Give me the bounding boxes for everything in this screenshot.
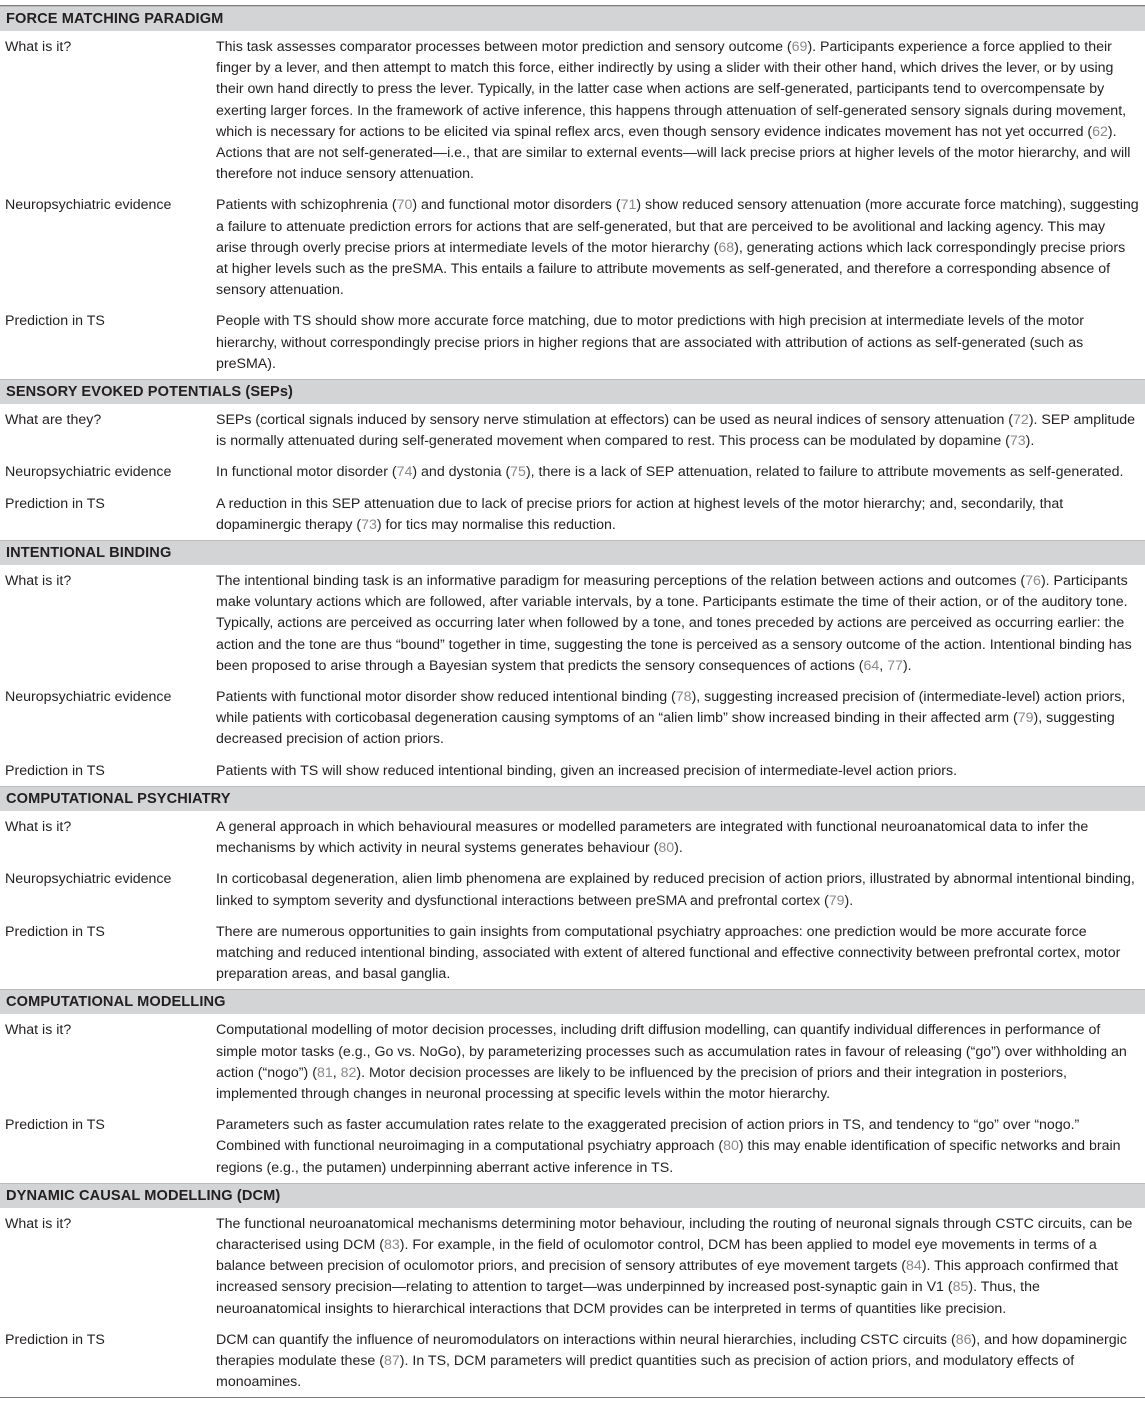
row-description (216, 1330, 1145, 1394)
text-fragment: The intentional binding task is an informative paradigm for measuring perceptions of the relation between actions and outcomes ( (216, 573, 1026, 590)
text-fragment: ), suggesting decreased precision of action priors. (216, 710, 1115, 748)
text-fragment: ) and dystonia ( (412, 464, 511, 481)
row-description (216, 195, 1145, 301)
reference-link[interactable]: 68 (718, 239, 735, 256)
row-label: Neuropsychiatric evidence (5, 197, 172, 214)
text-fragment: ). In TS, DCM parameters will predict quantities such as precision of action priors, and modulatory effects of monoamines. (216, 1352, 1075, 1391)
reference-link[interactable]: 85 (952, 1279, 969, 1296)
reference-link[interactable]: 79 (828, 892, 845, 909)
reference-link[interactable]: 75 (510, 464, 526, 481)
row-description (216, 1020, 1145, 1105)
row-label: Prediction in TS (5, 762, 105, 779)
text-fragment: This task assesses comparator processes between motor prediction and sensory outcome ( (216, 39, 792, 55)
row-description (216, 410, 1145, 452)
text-fragment: ), generating actions which lack correspondingly precise priors at higher levels such as the preSMA. This entails a failure to attribute movements as self-generated, and therefore a corresponding absence of sensory attenuation. (216, 239, 1126, 299)
section-header: COMPUTATIONAL PSYCHIATRY (0, 786, 1145, 811)
text-fragment: Patients with TS will show reduced intentional binding, given an increased precision of intermediate-level action priors. (216, 762, 958, 779)
reference-link[interactable]: 77 (887, 657, 903, 674)
row-label: Neuropsychiatric evidence (5, 871, 172, 888)
row-label: Prediction in TS (5, 313, 105, 330)
text-fragment: A general approach in which behavioural measures or modelled parameters are integrated with functional neuroanatomical data to infer the mechanisms by which activity in neural systems generates behaviour ( (216, 818, 1089, 857)
row-label: Neuropsychiatric evidence (5, 464, 172, 481)
reference-link[interactable]: 79 (1017, 710, 1034, 727)
row-label: Prediction in TS (5, 495, 105, 512)
reference-link[interactable]: 73 (361, 516, 377, 533)
text-fragment: DCM can quantify the influence of neuromodulators on interactions within neural hierarchies, including CSTC circuits ( (216, 1331, 956, 1348)
reference-link[interactable]: 69 (791, 39, 808, 55)
table-row (0, 1208, 1145, 1324)
text-fragment: In corticobasal degeneration, alien limb phenomena are explained by reduced precision of action priors, illustrated by abnormal intentional binding, linked to symptom severity and dysfunctional interactions between preSMA and prefrontal cortex ( (216, 871, 1135, 909)
table-row (0, 1014, 1145, 1109)
text-fragment: ), and how dopaminergic therapies modulate these ( (216, 1331, 1127, 1369)
text-fragment: ). Thus, the neuroanatomical insights to hierarchical interactions that DCM provides can be interpreted in terms of quantities like precision. (216, 1279, 1040, 1317)
text-fragment: SEPs (cortical signals induced by sensory nerve stimulation at effectors) can be used as neural indices of sensory attenuation ( (216, 412, 1014, 429)
table-row (0, 565, 1145, 681)
row-label: Prediction in TS (5, 1331, 105, 1348)
section-header: COMPUTATIONAL MODELLING (0, 989, 1145, 1014)
table-row (0, 1109, 1145, 1183)
row-label: Prediction in TS (5, 923, 105, 940)
table-row (0, 755, 1145, 786)
row-label: What is it? (5, 573, 72, 590)
table-row (0, 1324, 1145, 1398)
text-fragment: ), there is a lack of SEP attenuation, related to failure to attribute movements as self-generated. (525, 464, 1124, 481)
text-fragment: Patients with schizophrenia ( (216, 197, 397, 214)
bottom-rule (0, 1397, 1145, 1398)
row-description (216, 462, 1145, 483)
row-label: What is it? (5, 1022, 72, 1039)
table-row (0, 916, 1145, 990)
evidence-table (0, 6, 1145, 1397)
reference-link[interactable]: 76 (1025, 573, 1041, 590)
table-row (0, 404, 1145, 456)
text-fragment: ) for tics may normalise this reduction. (376, 516, 616, 533)
section-header: FORCE MATCHING PARADIGM (0, 6, 1145, 31)
reference-link[interactable]: 70 (396, 197, 413, 214)
row-description (216, 869, 1145, 911)
row-description (216, 37, 1145, 185)
text-fragment: ). (674, 840, 683, 857)
row-description (216, 817, 1145, 859)
row-description (216, 687, 1145, 751)
reference-link[interactable]: 84 (906, 1258, 922, 1275)
row-description (216, 1214, 1145, 1320)
row-label: Neuropsychiatric evidence (5, 689, 172, 706)
row-label: What is it? (5, 1215, 72, 1232)
text-fragment: ). (902, 657, 912, 674)
row-label: What are they? (5, 412, 102, 429)
text-fragment: People with TS should show more accurate force matching, due to motor predictions with high precision at intermediate levels of the motor hierarchy, without correspondingly precise priors in higher regions that are associated with attribution of actions as self-generated (such as preSMA). (216, 313, 1084, 372)
text-fragment: ) this may enable identification of specific networks and brain regions (e.g., the putamen) underpinning aberrant active inference in TS. (216, 1138, 1121, 1176)
text-fragment: Parameters such as faster accumulation rates relate to the exaggerated precision of action priors in TS, and tendency to “go” over “nogo.” Combined with functional neuroimaging in a computational psychiatry approach ( (216, 1117, 1080, 1155)
row-description (216, 1115, 1145, 1179)
text-fragment: ). Participants experience a force applied to their finger by a lever, and then attempt to match this force, either indirectly by using a slider with their other hand, which drives the lever, or by using their own hand directly to press the lever. Typically, in the latter case when actions are self-generated, participants tend to overcompensate by exerting larger forces. In the framework of active inference, this happens through attenuation of self-generated sensory signals during movement, which is necessary for actions to be elicited via spinal reflex arcs, even though sensory evidence indicates movement has not yet occurred ( (216, 39, 1127, 140)
table-row (0, 189, 1145, 305)
section-header: DYNAMIC CAUSAL MODELLING (DCM) (0, 1183, 1145, 1208)
reference-link[interactable]: 73 (1009, 433, 1026, 450)
row-label: What is it? (5, 818, 72, 835)
text-fragment: ). SEP amplitude is normally attenuated during self-generated movement when compared to rest. This process can be modulated by dopamine ( (216, 412, 1136, 450)
reference-link[interactable]: 62 (1092, 123, 1108, 140)
row-label: What is it? (5, 39, 72, 55)
row-description (216, 761, 1145, 782)
text-fragment: ). Participants make voluntary actions which are followed, after variable intervals, by a tone. Participants estimate the time of their action, or of the auditory tone. Typically, actions are perceived as occurring later when followed by a tone, and tones preceded by actions are perceived as occurring earlier: the action and the tone are thus “bound” together in time, suggesting the tone is perceived as a sensory outcome of the action. Intentional binding has been proposed to arise through a Bayesian system that predicts the sensory consequences of actions ( (216, 573, 1132, 674)
text-fragment: ). (1025, 433, 1035, 450)
text-fragment: ). This approach confirmed that increased sensory precision—relating to attention to target—was underpinned by increased post-synaptic gain in V1 ( (216, 1258, 1118, 1296)
reference-link[interactable]: 80 (723, 1138, 739, 1155)
text-fragment: ). (844, 892, 854, 909)
table-row (0, 488, 1145, 540)
reference-link[interactable]: 74 (396, 464, 413, 481)
text-fragment: Computational modelling of motor decision processes, including drift diffusion modelling, can quantify individual differences in performance of simple motor tasks (e.g., Go vs. NoGo), by parameterizing processes such as accumulation rates in favour of releasing (“go”) over withholding an action (“nogo”) ( (216, 1022, 1127, 1081)
text-fragment: The functional neuroanatomical mechanisms determining motor behaviour, including the routing of neuronal signals through CSTC circuits, can be characterised using DCM ( (216, 1215, 1133, 1253)
text-fragment: ), suggesting increased precision of (intermediate-level) action priors, while patients with corticobasal degeneration causing symptoms of an “alien limb” show increased binding in their affected arm ( (216, 689, 1126, 727)
table-row (0, 863, 1145, 915)
reference-link[interactable]: 81 (316, 1064, 333, 1081)
reference-link[interactable]: 72 (1013, 412, 1029, 429)
text-fragment: There are numerous opportunities to gain insights from computational psychiatry approaches: one prediction would be more accurate force matching and reduced intentional binding, associated with extent of altered functional and effective connectivity between prefrontal cortex, motor preparation areas, and basal ganglia. (216, 923, 1121, 983)
text-fragment: ) show reduced sensory attenuation (more accurate force matching), suggesting a failure to attenuate prediction errors for actions that are self-generated, but that are perceived to be avolitional and lacking agency. This may arise through overly precise priors at intermediate levels of the motor hierarchy ( (216, 197, 1139, 256)
reference-link[interactable]: 78 (675, 689, 692, 706)
text-fragment: ). Actions that are not self-generated—i.e., that are similar to external events—will lack precise priors at higher levels of the motor hierarchy, and will therefore not induce sensory attenuation. (216, 123, 1131, 183)
text-fragment: ). Motor decision processes are likely to be influenced by the precision of priors and their integration in posteriors, implemented through changes in neuronal processing at specific levels within the motor hierarchy. (216, 1064, 1067, 1102)
table-row (0, 811, 1145, 863)
section-header: INTENTIONAL BINDING (0, 540, 1145, 565)
reference-link[interactable]: 86 (955, 1331, 972, 1348)
reference-link[interactable]: 82 (340, 1064, 357, 1081)
row-description (216, 311, 1145, 375)
table-row (0, 456, 1145, 487)
text-fragment: In functional motor disorder ( (216, 464, 397, 481)
row-description (216, 571, 1145, 677)
row-description (216, 494, 1145, 536)
text-fragment: , (879, 657, 888, 674)
text-fragment: ) and functional motor disorders ( (412, 197, 621, 214)
table-row (0, 305, 1145, 379)
reference-link[interactable]: 71 (620, 197, 637, 214)
text-fragment: A reduction in this SEP attenuation due to lack of precise priors for action at highest levels of the motor hierarchy; and, secondarily, that dopaminergic therapy ( (216, 495, 1064, 533)
table-row (0, 681, 1145, 755)
section-header: SENSORY EVOKED POTENTIALS (SEPs) (0, 379, 1145, 404)
row-label: Prediction in TS (5, 1117, 105, 1134)
reference-link[interactable]: 64 (863, 657, 880, 674)
text-fragment: , (332, 1064, 341, 1081)
row-description (216, 922, 1145, 986)
reference-link[interactable]: 80 (658, 840, 675, 857)
table-row (0, 31, 1145, 189)
reference-link[interactable]: 87 (384, 1352, 400, 1369)
text-fragment: ). For example, in the field of oculomotor control, DCM has been applied to model eye movements in terms of a balance between precision of oculomotor priors, and precision of sensory attributes of eye movement targets ( (216, 1236, 1097, 1275)
reference-link[interactable]: 83 (383, 1236, 400, 1253)
text-fragment: Patients with functional motor disorder show reduced intentional binding ( (216, 689, 676, 706)
table-page (0, 5, 1145, 1398)
